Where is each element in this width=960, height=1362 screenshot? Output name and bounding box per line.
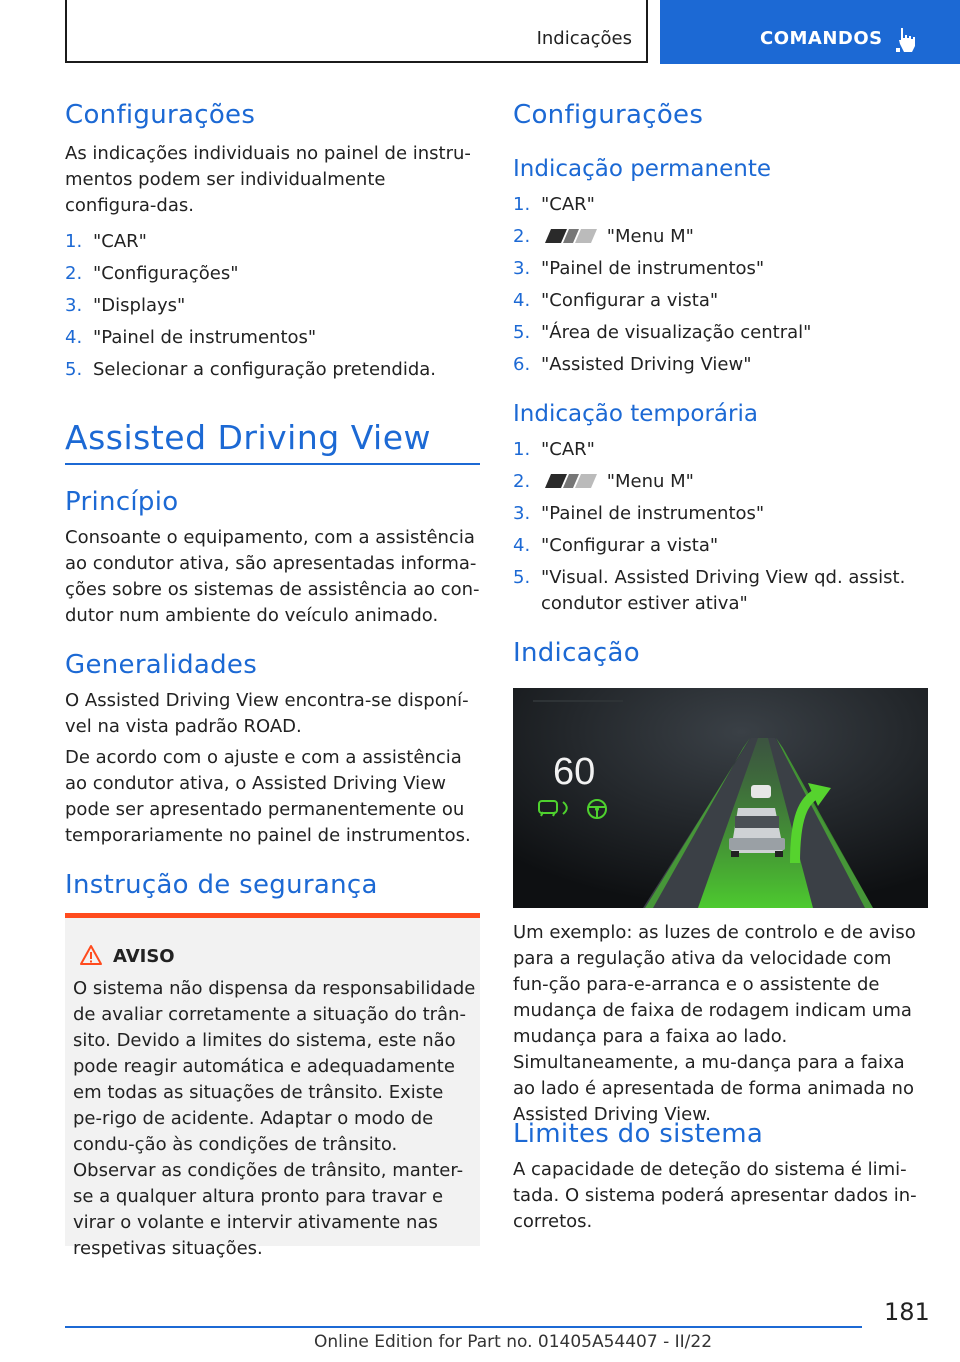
assisted-driving-view-image <box>513 688 928 908</box>
page-number: 181 <box>884 1298 930 1326</box>
warning-label: AVISO <box>113 946 175 967</box>
warning-triangle-icon <box>79 944 103 966</box>
safety-heading: Instrução de segurança <box>65 870 378 900</box>
header-section-box <box>65 0 648 63</box>
footer-rule <box>65 1326 862 1328</box>
display-heading: Indicação <box>513 638 640 668</box>
general-heading: Generalidades <box>65 650 258 680</box>
header-chapter-label: COMANDOS <box>760 28 883 49</box>
title-rule <box>65 463 480 465</box>
limits-paragraph: A capacidade de deteção do sistema é limi-tada. O sistema poderá apresentar dados in-corretos. <box>513 1159 917 1232</box>
header-section-label: Indicações <box>536 28 632 49</box>
principle-heading: Princípio <box>65 487 179 517</box>
right-config-heading: Configurações <box>513 100 704 130</box>
principle-paragraph: Consoante o equipamento, com a assistência ao condutor ativa, são apresentadas informa-ções sobre os sistemas de assistência ao con-dutor num ambiente do veículo animado. <box>65 527 480 626</box>
temporary-heading: Indicação temporária <box>513 401 758 427</box>
m-stripes-icon <box>541 472 601 490</box>
permanent-heading: Indicação permanente <box>513 156 771 182</box>
pointing-hand-icon <box>896 26 922 54</box>
warning-box <box>65 913 480 1259</box>
cluster-illustration <box>513 688 928 908</box>
m-stripes-icon <box>541 227 601 245</box>
config-paragraph: As indicações individuais no painel de instru-mentos podem ser individualmente configura-das. <box>65 143 471 216</box>
config-heading: Configurações <box>65 100 256 130</box>
header-chapter-tab <box>660 0 960 64</box>
speed-readout: 60 <box>553 751 596 793</box>
general-paragraph-2: De acordo com o ajuste e com a assistência ao condutor ativa, o Assisted Driving View pode ser apresentado permanentemente ou temporariamente no painel de instrumentos. <box>65 747 471 846</box>
footer-edition: Online Edition for Part no. 01405A54407 - II/22 <box>314 1332 713 1352</box>
general-paragraph-1: O Assisted Driving View encontra-se disponí-vel na vista padrão ROAD. <box>65 690 469 737</box>
display-caption: Um exemplo: as luzes de controlo e de aviso para a regulação ativa da velocidade com fun-ção para-e-arranca e o assistente de mudança de faixa de rodagem indicam uma mudança para a faixa ao lado. Simultaneamente, a mu-dança para a faixa ao lado é apresentada de forma animada no Assisted Driving View. <box>513 922 916 1125</box>
main-title: Assisted Driving View <box>65 418 432 457</box>
warning-paragraph: O sistema não dispensa da responsabilidade de avaliar corretamente a situação do trân-sito. Devido a limites do sistema, este não pode reagir automática e adequadamente em todas as situações de trânsito. Existe pe-rigo de acidente. Adaptar o modo de condu-ção às condições de trânsito. Observar as condições de trânsito, manter-se a qualquer altura pronto para travar e virar o volante e intervir ativamente nas respetivas situações. <box>73 978 476 1259</box>
limits-heading: Limites do sistema <box>513 1119 764 1149</box>
